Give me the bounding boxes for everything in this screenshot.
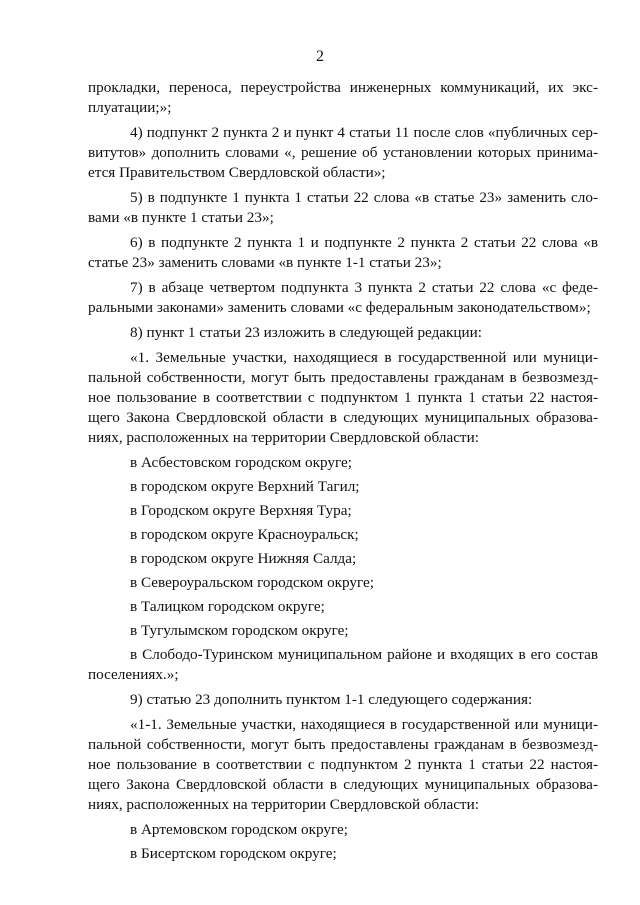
paragraph-item-4: 4) подпункт 2 пункта 2 и пункт 4 статьи 11 после слов «публичных сервитутов» дополнить словами «, решение об установлении которых принимается Правительством Свердловской области»; — [88, 124, 598, 181]
list-item: в Артемовском городском округе; — [130, 821, 348, 838]
document-body — [88, 78, 598, 868]
list-item: в Талицком городском округе; — [130, 598, 325, 615]
list-item: в Тугулымском городском округе; — [130, 622, 349, 639]
paragraph-item-8: 8) пункт 1 статьи 23 изложить в следующей редакции: — [130, 324, 483, 341]
paragraph-item-7: 7) в абзаце четвертом подпункта 3 пункта 2 статьи 22 слова «с федеральными законами» заменить словами «с федеральным законодательством»; — [88, 279, 598, 316]
municipality-list-2 — [88, 820, 598, 864]
paragraph-clause-1: «1. Земельные участки, находящиеся в государственной или муниципальной собственности, могут быть предоставлены гражданам в безвозмездное пользование в соответствии с подпунктом 1 пункта 1 статьи 22 настоящего Закона Свердловской области в следующих муниципальных образованиях, расположенных на территории Свердловской области: — [88, 349, 598, 446]
paragraph-clause-1-1: «1-1. Земельные участки, находящиеся в государственной или муниципальной собственности, могут быть предоставлены гражданам в безвозмездное пользование в соответствии с подпунктом 2 пункта 1 статьи 22 настоящего Закона Свердловской области в следующих муниципальных образованиях, расположенных на территории Свердловской области: — [88, 716, 598, 813]
list-item: в городском округе Нижняя Салда; — [130, 550, 357, 567]
list-item: в городском округе Красноуральск; — [130, 526, 359, 543]
list-item: в Североуральском городском округе; — [130, 574, 375, 591]
municipality-list-1 — [88, 453, 598, 641]
paragraph-sloboda-turinsky: в Слободо-Туринском муниципальном районе и входящих в его состав поселениях.»; — [88, 646, 598, 683]
list-item: в Бисертском городском округе; — [130, 845, 337, 862]
paragraph-item-6: 6) в подпункте 2 пункта 1 и подпункте 2 пункта 2 статьи 22 слова «в статье 23» заменить словами «в пункте 1-1 статьи 23»; — [88, 234, 598, 271]
paragraph-item-5: 5) в подпункте 1 пункта 1 статьи 22 слова «в статье 23» заменить словами «в пункте 1 статьи 23»; — [88, 189, 598, 226]
list-item: в Городском округе Верхняя Тура; — [130, 502, 352, 519]
paragraph-continuation: прокладки, переноса, переустройства инженерных коммуникаций, их эксплуатации;»; — [88, 79, 598, 116]
list-item: в Асбестовском городском округе; — [130, 454, 352, 471]
page-number: 2 — [316, 48, 324, 65]
paragraph-item-9: 9) статью 23 дополнить пунктом 1-1 следующего содержания: — [130, 691, 533, 708]
list-item: в городском округе Верхний Тагил; — [130, 478, 360, 495]
